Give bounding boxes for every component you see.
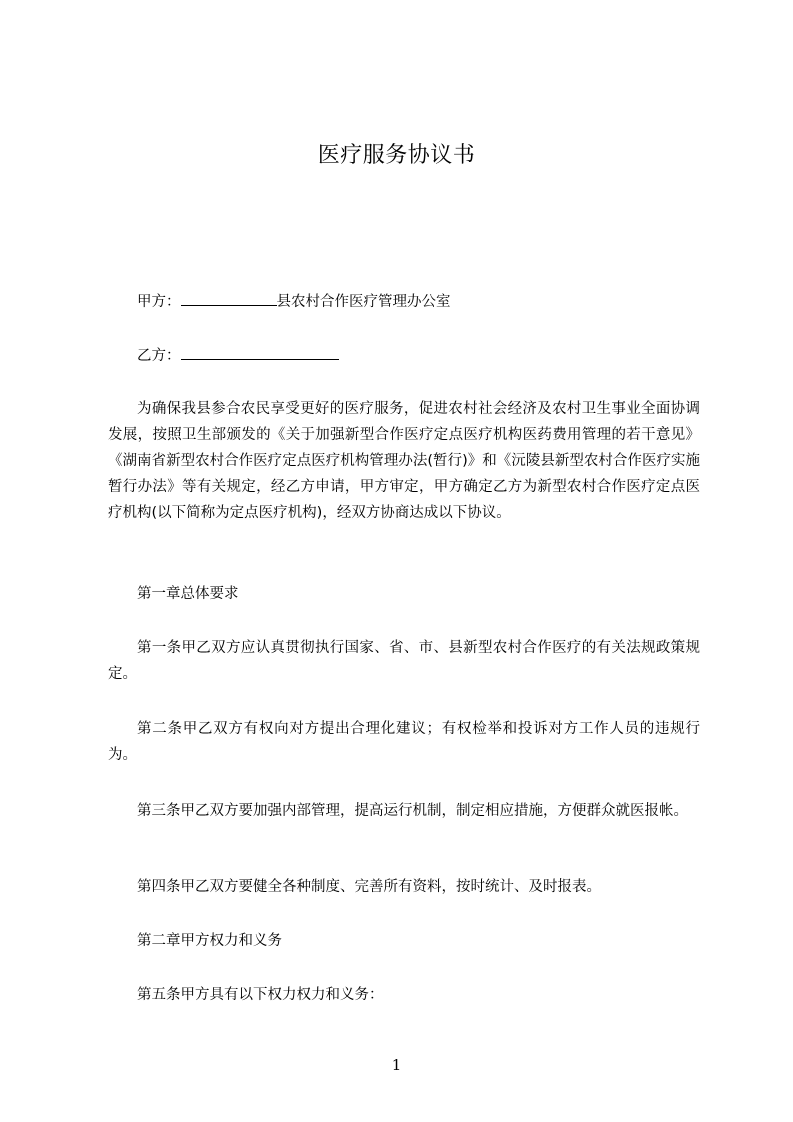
party-b-line — [137, 343, 339, 367]
article-4: 第四条甲乙双方要健全各种制度、完善所有资料，按时统计、及时报表。 — [137, 879, 601, 895]
chapter-2-heading: 第二章甲方权力和义务 — [137, 933, 282, 949]
chapter-1-heading: 第一章总体要求 — [137, 586, 239, 602]
intro-paragraph: 为确保我县参合农民享受更好的医疗服务，促进农村社会经济及农村卫生事业全面协调发展，按照卫生部颁发的《关于加强新型合作医疗定点医疗机构医药费用管理的若干意见》《湖南省新型农村合作医疗定点医疗机构管理办法(暂行)》和《沅陵县新型农村合作医疗实施暂行办法》等有关规定，经乙方申请，甲方审定，甲方确定乙方为新型农村合作医疗定点医疗机构(以下简称为定点医疗机构)，经双方协商达成以下协议。 — [108, 401, 700, 521]
party-b-blank — [181, 343, 339, 360]
party-a-line — [137, 289, 451, 313]
party-a-name: 县农村合作医疗管理办公室 — [276, 294, 451, 310]
page-number: 1 — [391, 1056, 402, 1074]
article-5: 第五条甲方具有以下权力权力和义务： — [137, 987, 384, 1003]
party-a-blank — [181, 289, 277, 306]
document-title: 医疗服务协议书 — [317, 143, 476, 168]
article-1: 第一条甲乙双方应认真贯彻执行国家、省、市、县新型农村合作医疗的有关法规政策规定。 — [108, 640, 700, 682]
article-2: 第二条甲乙双方有权向对方提出合理化建议；有权检举和投诉对方工作人员的违规行为。 — [108, 721, 700, 763]
article-3: 第三条甲乙双方要加强内部管理，提高运行机制，制定相应措施，方便群众就医报帐。 — [137, 803, 688, 819]
party-a-label: 甲方： — [137, 294, 181, 310]
party-b-label: 乙方： — [137, 348, 181, 364]
